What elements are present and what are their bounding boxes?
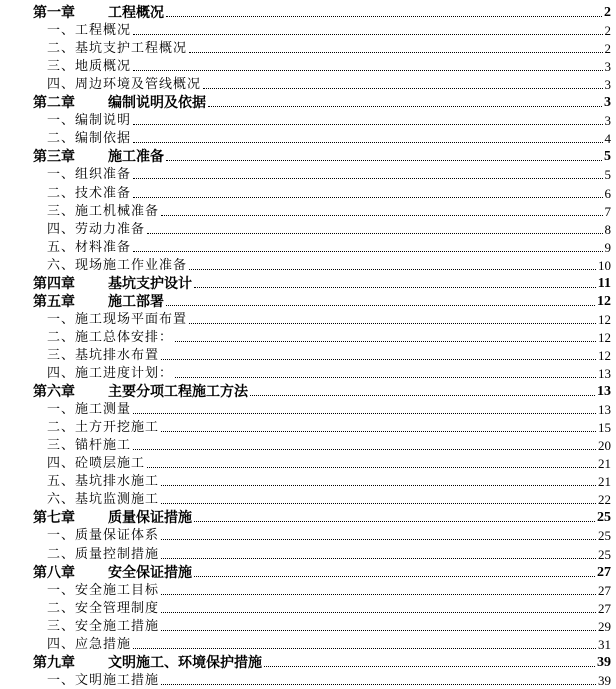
page-number: 12 <box>597 294 616 310</box>
toc-entry-label: 二、编制依据 <box>0 131 131 147</box>
toc-entry-label <box>0 384 248 400</box>
page-number: 3 <box>605 77 616 93</box>
toc-entry-label: 一、施工测量 <box>0 402 131 418</box>
page-number: 5 <box>605 167 616 183</box>
toc-section-row[interactable] <box>0 526 616 544</box>
chapter-number: 第一章 <box>33 5 108 21</box>
chapter-title: 文明施工、环境保护措施 <box>108 655 262 671</box>
chapter-number: 第五章 <box>33 294 108 310</box>
toc-chapter-row[interactable] <box>0 563 616 581</box>
dot-leader <box>133 648 596 649</box>
page-number: 8 <box>605 222 616 238</box>
chapter-number: 第六章 <box>33 384 108 400</box>
toc-section-row[interactable] <box>0 129 616 147</box>
toc-entry-label: 一、文明施工措施 <box>0 673 159 689</box>
toc-section-row[interactable] <box>0 21 616 39</box>
toc-entry-label: 四、周边环境及管线概况 <box>0 77 201 93</box>
toc-entry-label: 五、基坑排水施工 <box>0 474 159 490</box>
toc-section-row[interactable] <box>0 581 616 599</box>
toc-section-row[interactable] <box>0 111 616 129</box>
dot-leader <box>203 88 602 89</box>
toc-section-row[interactable] <box>0 490 616 508</box>
toc-chapter-row[interactable] <box>0 274 616 292</box>
toc-chapter-row[interactable] <box>0 147 616 165</box>
page-number: 4 <box>605 131 616 147</box>
page-number: 27 <box>598 601 616 617</box>
page-number: 20 <box>598 438 616 454</box>
page-number: 9 <box>605 240 616 256</box>
dot-leader <box>161 431 596 432</box>
page-number: 12 <box>598 330 616 346</box>
toc-entry-label: 一、组织准备 <box>0 167 131 183</box>
toc-section-row[interactable] <box>0 75 616 93</box>
dot-leader <box>161 539 596 540</box>
toc-section-row[interactable] <box>0 184 616 202</box>
page-number: 2 <box>605 41 616 57</box>
toc-entry-label <box>0 276 192 292</box>
dot-leader <box>133 70 602 71</box>
toc-section-row[interactable] <box>0 346 616 364</box>
page-number: 3 <box>605 113 616 129</box>
toc-entry-label: 二、技术准备 <box>0 186 131 202</box>
toc-entry-label: 三、施工机械准备 <box>0 204 159 220</box>
toc-entry-label <box>0 95 206 111</box>
dot-leader <box>189 269 596 270</box>
dot-leader <box>133 449 596 450</box>
dot-leader <box>166 160 602 161</box>
page-number: 25 <box>597 510 616 526</box>
toc-chapter-row[interactable] <box>0 653 616 671</box>
dot-leader <box>147 233 602 234</box>
page-number: 21 <box>598 474 616 490</box>
page-number: 27 <box>597 565 616 581</box>
toc-entry-label: 三、锚杆施工 <box>0 438 131 454</box>
chapter-title: 工程概况 <box>108 5 164 21</box>
dot-leader <box>147 467 596 468</box>
dot-leader <box>133 178 602 179</box>
toc-entry-label <box>0 294 164 310</box>
page-number: 25 <box>598 528 616 544</box>
page-number: 7 <box>605 204 616 220</box>
chapter-title: 安全保证措施 <box>108 565 192 581</box>
dot-leader <box>133 197 602 198</box>
page-number: 6 <box>605 186 616 202</box>
toc-chapter-row[interactable] <box>0 3 616 21</box>
toc-entry-label <box>0 149 164 165</box>
chapter-title: 基坑支护设计 <box>108 276 192 292</box>
toc-entry-label: 二、基坑支护工程概况 <box>0 41 187 57</box>
toc-section-row[interactable] <box>0 418 616 436</box>
toc-section-row[interactable] <box>0 472 616 490</box>
page-number: 3 <box>605 59 616 75</box>
toc-entry-label: 二、质量控制措施 <box>0 547 159 563</box>
toc-section-row[interactable] <box>0 364 616 382</box>
page-number: 39 <box>597 655 616 671</box>
dot-leader <box>133 124 602 125</box>
dot-leader <box>189 52 602 53</box>
toc-section-row[interactable] <box>0 256 616 274</box>
page-number: 39 <box>598 673 616 689</box>
toc-chapter-row[interactable] <box>0 508 616 526</box>
toc-entry-label: 一、安全施工目标 <box>0 583 159 599</box>
toc-section-row[interactable] <box>0 599 616 617</box>
dot-leader <box>194 576 595 577</box>
toc-section-row[interactable] <box>0 57 616 75</box>
page-number: 13 <box>597 384 616 400</box>
chapter-number: 第七章 <box>33 510 108 526</box>
toc-entry-label: 五、材料准备 <box>0 240 131 256</box>
toc-entry-label <box>0 655 262 671</box>
toc-section-row[interactable] <box>0 238 616 256</box>
toc-entry-label: 六、现场施工作业准备 <box>0 258 187 274</box>
page-number: 10 <box>598 258 616 274</box>
dot-leader <box>264 666 595 667</box>
dot-leader <box>133 34 602 35</box>
toc-entry-label <box>0 565 192 581</box>
page-number: 3 <box>604 95 616 111</box>
toc-entry-label: 一、编制说明 <box>0 113 131 129</box>
toc-entry-label: 六、基坑监测施工 <box>0 492 159 508</box>
page-number: 29 <box>598 619 616 635</box>
page-number: 13 <box>598 366 616 382</box>
toc-entry-label: 四、劳动力准备 <box>0 222 145 238</box>
dot-leader <box>133 251 602 252</box>
toc-section-row[interactable] <box>0 39 616 57</box>
toc-entry-label: 四、砼喷层施工 <box>0 456 145 472</box>
chapter-number: 第八章 <box>33 565 108 581</box>
toc-section-row[interactable] <box>0 165 616 183</box>
dot-leader <box>194 287 596 288</box>
page-number: 12 <box>598 312 616 328</box>
toc-section-row[interactable] <box>0 436 616 454</box>
page-number: 13 <box>598 402 616 418</box>
toc-entry-label: 三、基坑排水布置 <box>0 348 159 364</box>
toc-section-row[interactable] <box>0 454 616 472</box>
page-number: 5 <box>604 149 616 165</box>
dot-leader <box>161 612 596 613</box>
dot-leader <box>161 558 596 559</box>
dot-leader <box>166 16 602 17</box>
page-number: 21 <box>598 456 616 472</box>
toc-chapter-row[interactable] <box>0 292 616 310</box>
toc-entry-label <box>0 5 164 21</box>
toc-section-row[interactable] <box>0 671 616 689</box>
toc-entry-label: 四、施工进度计划： <box>0 366 173 382</box>
toc-section-row[interactable] <box>0 202 616 220</box>
dot-leader <box>161 359 596 360</box>
toc-section-row[interactable] <box>0 617 616 635</box>
toc-chapter-row[interactable] <box>0 93 616 111</box>
dot-leader <box>161 503 596 504</box>
page-number: 11 <box>598 276 616 292</box>
dot-leader <box>194 521 595 522</box>
chapter-number: 第二章 <box>33 95 108 111</box>
page-number: 22 <box>598 492 616 508</box>
dot-leader <box>133 142 602 143</box>
chapter-title: 主要分项工程施工方法 <box>108 384 248 400</box>
dot-leader <box>175 377 596 378</box>
dot-leader <box>166 305 595 306</box>
chapter-title: 质量保证措施 <box>108 510 192 526</box>
page-number: 27 <box>598 583 616 599</box>
chapter-title: 编制说明及依据 <box>108 95 206 111</box>
toc-entry-label: 三、地质概况 <box>0 59 131 75</box>
toc-entry-label: 一、工程概况 <box>0 23 131 39</box>
page-number: 2 <box>604 5 616 21</box>
dot-leader <box>161 215 602 216</box>
toc-chapter-row[interactable] <box>0 382 616 400</box>
page-number: 15 <box>598 420 616 436</box>
dot-leader <box>161 684 596 685</box>
toc-section-row[interactable] <box>0 310 616 328</box>
dot-leader <box>189 323 596 324</box>
chapter-number: 第三章 <box>33 149 108 165</box>
dot-leader <box>161 485 596 486</box>
page-number: 25 <box>598 547 616 563</box>
dot-leader <box>208 106 602 107</box>
toc-section-row[interactable] <box>0 328 616 346</box>
toc-section-row[interactable] <box>0 545 616 563</box>
chapter-number: 第九章 <box>33 655 108 671</box>
toc-entry-label: 三、安全施工措施 <box>0 619 159 635</box>
chapter-title: 施工部署 <box>108 294 164 310</box>
toc-entry-label: 二、土方开挖施工 <box>0 420 159 436</box>
dot-leader <box>175 341 596 342</box>
page-number: 2 <box>605 23 616 39</box>
toc-section-row[interactable] <box>0 220 616 238</box>
dot-leader <box>161 630 596 631</box>
toc-section-row[interactable] <box>0 400 616 418</box>
dot-leader <box>250 395 595 396</box>
chapter-number: 第四章 <box>33 276 108 292</box>
toc-section-row[interactable] <box>0 635 616 653</box>
toc-entry-label: 一、质量保证体系 <box>0 528 159 544</box>
toc-entry-label <box>0 510 192 526</box>
toc-entry-label: 一、施工现场平面布置 <box>0 312 187 328</box>
toc-entry-label: 二、安全管理制度 <box>0 601 159 617</box>
page-number: 31 <box>598 637 616 653</box>
dot-leader <box>133 413 596 414</box>
dot-leader <box>161 594 596 595</box>
toc-entry-label: 四、应急措施 <box>0 637 131 653</box>
chapter-title: 施工准备 <box>108 149 164 165</box>
toc-entry-label: 二、施工总体安排： <box>0 330 173 346</box>
page-number: 12 <box>598 348 616 364</box>
